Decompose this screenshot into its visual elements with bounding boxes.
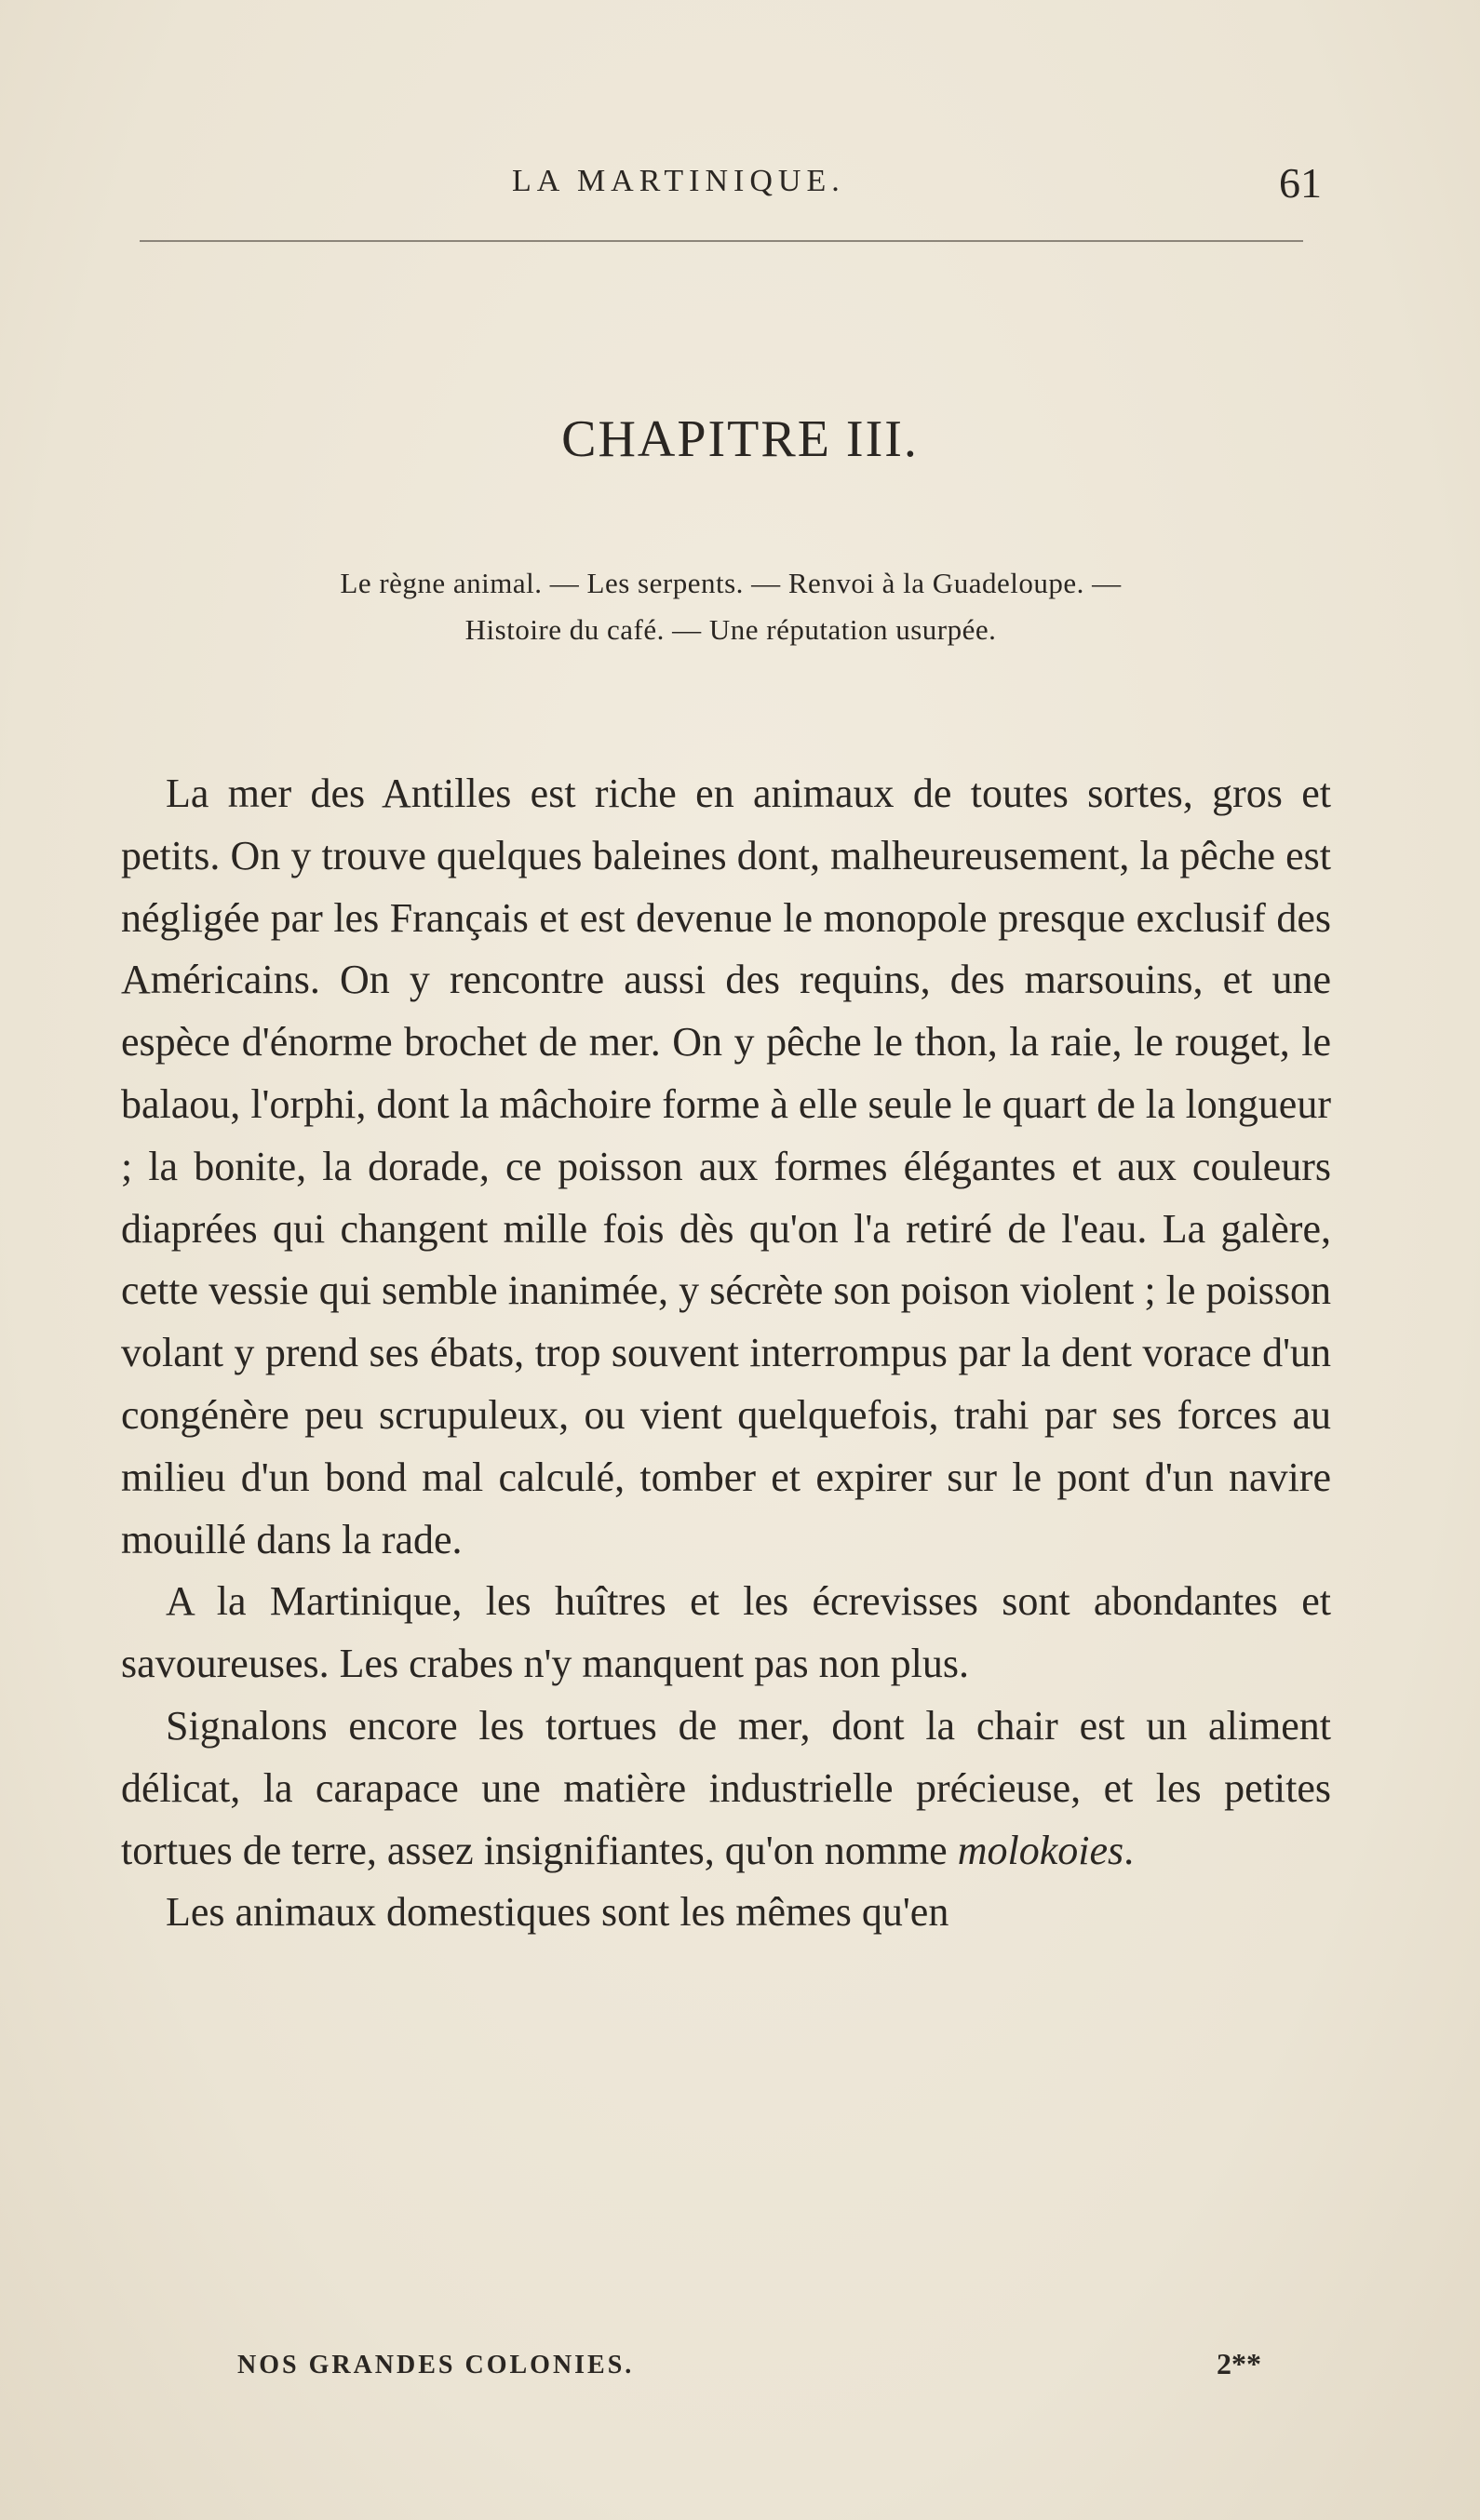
running-head	[121, 158, 1331, 214]
paragraph-3-end: .	[1123, 1827, 1135, 1873]
paragraph-4: Les animaux domestiques sont les mêmes qu'en	[166, 1889, 949, 1936]
summary-line-1: Le règne animal. — Les serpents. — Renvoi à la Guadeloupe. —	[340, 567, 1122, 599]
header-rule	[140, 240, 1303, 242]
paragraph-2: A la Martinique, les huîtres et les écrevisses sont abondantes et savoureuses. Les crabes n'y manquent pas non plus.	[121, 1578, 1331, 1687]
chapter-title: CHAPITRE III.	[561, 410, 919, 468]
paragraph-1: La mer des Antilles est riche en animaux de toutes sortes, gros et petits. On y trouve quelques baleines dont, malheureusement, la pêche est négligée par les Français et est devenue le monopole presque exclusif des Américains. On y rencontre aussi des requins, des marsouins, et une espèce d'énorme brochet de mer. On y pêche le thon, la raie, le rouget, le balaou, l'orphi, dont la mâchoire forme à elle seule le quart de la longueur ; la bonite, la dorade, ce poisson aux formes élégantes et aux couleurs diaprées qui changent mille fois dès qu'on l'a retiré de l'eau. La galère, cette vessie qui semble inanimée, y sécrète son poison violent ; le poisson volant y prend ses ébats, trop souvent interrompus par la dent vorace d'un congénère peu scrupuleux, ou vient quelquefois, trahi par ses forces au milieu d'un bond mal calculé, tomber et expirer sur le pont d'un navire mouillé dans la rade.	[121, 771, 1331, 1562]
page-footer	[237, 2347, 1261, 2397]
body-text	[121, 763, 1331, 1944]
summary-line-2: Histoire du café. — Une réputation usurpée.	[464, 613, 997, 646]
paragraph-3-italic-term: molokoies	[957, 1827, 1124, 1873]
paragraph-3	[121, 1696, 1331, 1882]
running-title: LA MARTINIQUE.	[512, 164, 845, 198]
signature-title: NOS GRANDES COLONIES.	[237, 2351, 635, 2379]
page-number: 61	[1279, 159, 1322, 207]
signature-mark: 2**	[1217, 2347, 1261, 2380]
paragraph-3-text: Signalons encore les tortues de mer, dont la chair est un aliment délicat, la carapace une matière industrielle précieuse, et les petites tortues de terre, assez insignifiantes, qu'on nomme	[121, 1702, 1331, 1873]
chapter-summary	[121, 560, 1340, 653]
